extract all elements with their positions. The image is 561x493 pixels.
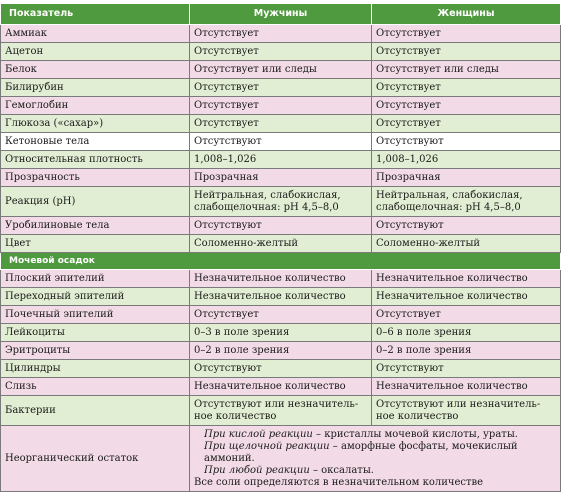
note-alkaline (194, 441, 556, 465)
section-title: Мочевой осадок (1, 253, 561, 270)
table-row (1, 151, 561, 169)
note-alkaline-text: – аморфные фосфаты, мочекислый аммоний. (204, 440, 518, 464)
row-men: Отсутствуют (190, 217, 372, 235)
row-name: Глюкоза («сахар») (1, 115, 190, 133)
table-row (1, 115, 561, 133)
row-women: Отсутствует (372, 79, 561, 97)
inorganic-note (190, 426, 561, 492)
table-row (1, 43, 561, 61)
row-name: Аммиак (1, 25, 190, 43)
row-name: Цилиндры (1, 360, 190, 378)
note-any-text: – оксалаты. (309, 464, 374, 476)
row-name: Относительная плотность (1, 151, 190, 169)
row-men: Прозрачная (190, 169, 372, 187)
row-women: 1,008–1,026 (372, 151, 561, 169)
row-name: Бактерии (1, 396, 190, 426)
table-row (1, 396, 561, 426)
table-row (1, 169, 561, 187)
table-row (1, 324, 561, 342)
row-women: Незначительное количество (372, 378, 561, 396)
row-women: Отсутствуют (372, 360, 561, 378)
table-row (1, 378, 561, 396)
row-name: Уробилиновые тела (1, 217, 190, 235)
row-name: Билирубин (1, 79, 190, 97)
row-name: Почечный эпителий (1, 306, 190, 324)
row-women: Отсутствуют или незначитель-ное количество (372, 396, 561, 426)
row-men: Отсутствует или следы (190, 61, 372, 79)
row-women: Прозрачная (372, 169, 561, 187)
row-men: Отсутствуют (190, 360, 372, 378)
section-header-row (1, 253, 561, 270)
note-alkaline-label: При щелочной реакции (204, 440, 330, 452)
row-name: Слизь (1, 378, 190, 396)
row-women: Отсутствуют (372, 217, 561, 235)
table-row (1, 360, 561, 378)
row-name: Эритроциты (1, 342, 190, 360)
row-name: Лейкоциты (1, 324, 190, 342)
row-women: Отсутствует (372, 306, 561, 324)
row-men: Отсутствует (190, 79, 372, 97)
table-row (1, 61, 561, 79)
table-row (1, 187, 561, 217)
row-women: 0–6 в поле зрения (372, 324, 561, 342)
note-acid-label: При кислой реакции (204, 428, 313, 440)
row-name: Ацетон (1, 43, 190, 61)
row-name: Плоский эпителий (1, 270, 190, 288)
row-men: 1,008–1,026 (190, 151, 372, 169)
row-men: Нейтральная, слабокислая, слабощелочная: рН 4,5–8,0 (190, 187, 372, 217)
row-women: Отсутствует (372, 115, 561, 133)
row-men: Незначительное количество (190, 378, 372, 396)
row-men: 0–3 в поле зрения (190, 324, 372, 342)
row-name: Цвет (1, 235, 190, 253)
row-women: Нейтральная, слабокислая, слабощелочная: рН 4,5–8,0 (372, 187, 561, 217)
row-women: Отсутствуют (372, 133, 561, 151)
row-men: Отсутствует (190, 25, 372, 43)
row-name: Гемоглобин (1, 97, 190, 115)
row-name: Переходный эпителий (1, 288, 190, 306)
table-row (1, 133, 561, 151)
row-men: Отсутствуют (190, 133, 372, 151)
urinalysis-norms-table (0, 3, 561, 492)
table-row (1, 288, 561, 306)
row-women: Отсутствует (372, 25, 561, 43)
row-men: Отсутствуют или незначитель-ное количество (190, 396, 372, 426)
note-any (194, 465, 556, 477)
row-men: Отсутствует (190, 97, 372, 115)
table-row (1, 342, 561, 360)
table-row-inorganic (1, 426, 561, 492)
row-women: Отсутствует или следы (372, 61, 561, 79)
header-men: Мужчины (190, 4, 372, 25)
row-men: Соломенно-желтый (190, 235, 372, 253)
row-women: 0–2 в поле зрения (372, 342, 561, 360)
row-men: Отсутствует (190, 43, 372, 61)
row-name: Белок (1, 61, 190, 79)
row-women: Отсутствует (372, 43, 561, 61)
note-acid-text: – кристаллы мочевой кислоты, ураты. (312, 428, 518, 440)
table-row (1, 25, 561, 43)
table-header-row (1, 4, 561, 25)
row-women: Незначительное количество (372, 288, 561, 306)
row-name: Кетоновые тела (1, 133, 190, 151)
table-row (1, 97, 561, 115)
row-men: Незначительное количество (190, 288, 372, 306)
row-name: Прозрачность (1, 169, 190, 187)
header-indicator: Показатель (1, 4, 190, 25)
row-women: Соломенно-желтый (372, 235, 561, 253)
table-row (1, 79, 561, 97)
table-row (1, 217, 561, 235)
header-women: Женщины (372, 4, 561, 25)
table-row (1, 235, 561, 253)
row-women: Незначительное количество (372, 270, 561, 288)
row-men: Незначительное количество (190, 270, 372, 288)
row-name: Реакция (рН) (1, 187, 190, 217)
row-men: Отсутствует (190, 115, 372, 133)
row-men: 0–2 в поле зрения (190, 342, 372, 360)
row-men: Отсутствует (190, 306, 372, 324)
table-row (1, 270, 561, 288)
row-women: Отсутствует (372, 97, 561, 115)
note-any-label: При любой реакции (204, 464, 310, 476)
row-name: Неорганический остаток (1, 426, 190, 492)
note-all: Все соли определяются в незначительном количестве (194, 476, 484, 488)
note-acid (194, 429, 556, 441)
table-row (1, 306, 561, 324)
